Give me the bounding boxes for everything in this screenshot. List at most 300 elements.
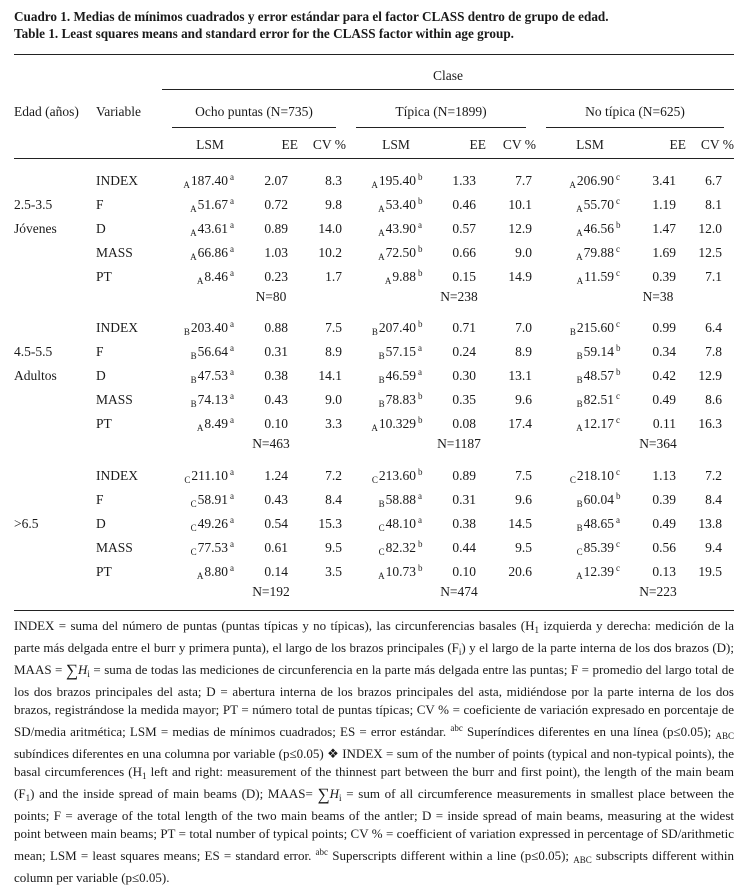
lsm-value: 11.59 [584,268,614,284]
cv-cell: 12.0 [698,220,722,236]
ee-cell: 0.71 [452,320,476,335]
lsm-value: 43.90 [385,220,416,236]
subheader-row [14,132,734,159]
variable-cell: D [96,515,106,531]
lsm-value: 77.53 [197,539,228,555]
cv-cell: 13.1 [508,368,532,383]
lsm-cell [346,464,432,488]
cv-cell: 8.6 [705,392,722,407]
subcol-header-ee: EE [469,136,486,152]
ee-cell: 1.19 [652,196,676,212]
lsm-cell [536,241,630,265]
age-group-cell [14,265,96,289]
table-row [14,488,734,512]
cv-cell: 7.0 [515,320,532,335]
variable-cell: F [96,491,104,507]
footnote-text: left and right: measurement of the thinnest part between the burr and first point), the length of the main beam (F [14,764,734,801]
lsm-value: 211.10 [191,467,228,483]
column-subscript: A [576,227,583,238]
column-subscript: A [576,423,583,433]
lsm-cell [536,340,630,364]
spacer [96,584,162,601]
lsm-cell [346,512,432,536]
lsm-cell [162,193,244,217]
cv-cell: 9.6 [515,491,532,507]
footnote-superscript: abc [315,847,329,857]
lsm-value: 48.10 [385,515,416,531]
lsm-cell [536,193,630,217]
ee-cell: 0.61 [264,539,288,555]
lsm-cell [536,464,630,488]
sample-size: N=1187 [437,436,481,452]
lsm-value: 207.40 [378,320,416,335]
lsm-cell [536,316,630,340]
n-row [14,289,734,306]
lsm-cell [346,217,432,241]
age-group-cell [14,464,96,488]
spacer [346,584,432,601]
cv-cell: 10.2 [318,244,342,260]
column-subscript: C [569,474,576,485]
column-subscript: A [190,227,197,238]
footnote-subscript: 1 [25,793,31,803]
line-superscript: c [616,267,620,278]
column-subscript: A [576,275,584,286]
ee-cell: 0.56 [652,539,676,555]
age-group-cell [14,388,96,412]
lsm-value: 218.10 [576,467,614,483]
lsm-value: 46.59 [385,368,416,383]
ee-cell: 2.07 [264,172,288,188]
lsm-cell [162,340,244,364]
column-subscript: A [378,251,385,262]
line-superscript: b [616,490,621,501]
lsm-value: 195.40 [378,172,416,188]
ee-cell: 0.49 [652,392,676,407]
subcol-header-cv: CV % [700,136,734,152]
column-subscript: C [190,522,197,533]
column-subscript: A [378,570,385,581]
cv-cell: 16.3 [698,416,722,431]
class-header-no-tipica: No típica (N=625) [585,103,685,119]
line-superscript: b [418,415,423,425]
line-superscript: a [616,514,620,525]
ee-cell: 0.08 [452,416,476,431]
spacer [486,289,536,306]
table-row [14,412,734,436]
age-group-cell [14,536,96,560]
spacer [686,436,734,453]
spacer [536,436,630,453]
spacer [14,600,734,611]
cv-cell: 7.8 [705,344,722,359]
variable-cell: INDEX [96,320,138,335]
ee-cell: 0.31 [452,491,476,507]
table-row [14,265,734,289]
ee-cell: 0.35 [452,392,476,407]
footnote-superscript: abc [450,723,463,733]
lsm-value: 58.91 [197,491,228,507]
ee-cell: 0.10 [264,416,288,431]
ee-cell: 0.42 [652,368,676,383]
column-subscript: B [371,327,378,337]
line-superscript: b [616,343,621,353]
footnote-subscript: 1 [534,625,539,635]
line-superscript: c [616,562,620,573]
line-superscript: a [230,267,234,278]
lsm-value: 78.83 [385,392,416,407]
ee-cell: 0.88 [264,320,288,335]
ee-cell: 0.24 [452,344,476,359]
column-subscript: B [576,399,583,409]
lsm-cell [346,169,432,193]
lsm-value: 10.329 [378,416,416,431]
spacer [298,289,346,306]
line-superscript: c [616,171,620,182]
column-subscript: B [378,351,385,361]
lsm-value: 51.67 [197,196,228,212]
variable-cell: F [96,344,104,359]
spacer [686,584,734,601]
lsm-cell [162,536,244,560]
cv-cell: 7.2 [325,467,342,483]
variable-cell: INDEX [96,172,138,188]
spacer [162,289,244,306]
cv-cell: 6.4 [705,320,722,335]
spacer [96,289,162,306]
variable-cell: INDEX [96,467,138,483]
lsm-cell [346,340,432,364]
lsm-value: 10.73 [385,563,416,579]
lsm-value: 43.61 [197,220,228,236]
column-subscript: A [576,251,583,262]
ee-cell: 0.10 [452,563,476,579]
lsm-value: 8.46 [204,268,228,284]
lsm-value: 206.90 [576,172,614,188]
table-row [14,169,734,193]
line-superscript: a [230,415,234,425]
cv-cell: 13.8 [698,515,722,531]
column-subscript: B [378,375,385,385]
lsm-value: 58.88 [385,491,416,507]
cv-cell: 9.5 [325,539,342,555]
lsm-cell [162,265,244,289]
column-subscript: A [384,275,392,286]
ee-cell: 0.38 [264,368,288,383]
header-edad: Edad (años) [14,103,79,119]
ee-cell: 0.13 [652,563,676,579]
column-subscript: B [378,498,385,509]
sample-size: N=192 [252,583,290,599]
footnote-subscript: 1 [142,771,147,781]
line-superscript: b [418,391,423,401]
cv-cell: 7.7 [515,172,532,188]
footnote [14,617,734,887]
line-superscript: a [418,490,422,501]
cv-cell: 14.1 [318,368,342,383]
line-superscript: b [418,243,423,254]
lsm-cell [162,412,244,436]
lsm-value: 66.86 [197,244,228,260]
lsm-cell [162,488,244,512]
ee-cell: 1.33 [452,172,476,188]
column-subscript: C [190,546,197,557]
variable-cell: PT [96,416,112,431]
subcol-header-lsm: LSM [196,136,224,152]
column-subscript: C [190,498,197,509]
variable-cell: MASS [96,539,133,555]
table-row [14,364,734,388]
class-header-tipica: Típica (N=1899) [395,103,487,119]
cv-cell: 14.5 [508,515,532,531]
line-superscript: c [616,415,620,425]
table-row [14,464,734,488]
cv-cell: 9.0 [515,244,532,260]
lsm-cell [162,560,244,584]
spacer [486,584,536,601]
ee-cell: 0.43 [264,392,288,407]
cv-cell: 7.5 [515,467,532,483]
line-superscript: c [616,538,620,549]
spacer [346,289,432,306]
line-superscript: a [230,367,234,377]
spacer [486,436,536,453]
ee-cell: 0.44 [452,539,476,555]
ee-cell: 1.13 [652,467,676,483]
lsm-value: 59.14 [583,344,614,359]
age-group-cell [14,241,96,265]
line-superscript: a [230,319,234,329]
table-row [14,193,734,217]
table-row [14,536,734,560]
table-row [14,388,734,412]
footnote-subscript: ABC [573,855,592,865]
variable-cell: F [96,196,104,212]
footnote-subscript: ABC [715,731,734,741]
ee-cell: 0.49 [652,515,676,531]
ee-cell: 0.38 [452,515,476,531]
footnote-text: subíndices diferentes en una columna por variable (p≤0.05) ❖ INDEX = sum of the number of points (typical and non-typical points), the basal circumferences (H [14,746,734,779]
cv-cell: 9.5 [515,539,532,555]
lsm-value: 82.51 [583,392,614,407]
spacer [346,436,432,453]
lsm-cell [162,217,244,241]
lsm-cell [346,193,432,217]
cv-cell: 9.0 [325,392,342,407]
lsm-value: 56.64 [197,344,228,359]
variable-cell: D [96,220,106,236]
ee-cell: 0.72 [264,196,288,212]
lsm-value: 60.04 [583,491,614,507]
age-group-cell [14,316,96,340]
column-subscript: A [371,179,378,190]
cv-cell: 14.9 [508,268,532,284]
lsm-value: 9.88 [392,268,416,284]
column-subscript: A [378,203,385,214]
cv-cell: 10.1 [508,196,532,212]
lsm-value: 46.56 [583,220,614,236]
spacer [162,584,244,601]
spacer [298,436,346,453]
subcol-header-ee: EE [281,136,298,152]
lsm-cell [536,560,630,584]
table-body [14,169,734,611]
cv-cell: 20.6 [508,563,532,579]
line-superscript: c [616,243,620,254]
caption-en: Table 1. Least squares means and standard error for the CLASS factor within age group. [14,26,514,41]
spacer [162,436,244,453]
footnote-italic: H [329,786,340,801]
variable-cell: PT [96,268,112,284]
column-subscript: A [196,423,204,433]
footnote-subscript: i [339,793,342,803]
sample-size: N=238 [440,288,478,304]
subcol-header-lsm: LSM [382,136,410,152]
column-subscript: A [190,203,197,214]
lsm-value: 47.53 [197,368,228,383]
sample-size: N=80 [255,288,287,304]
ee-cell: 1.24 [264,467,288,483]
lsm-cell [162,316,244,340]
column-subscript: B [576,375,583,385]
cv-cell: 6.7 [705,172,722,188]
line-superscript: a [230,538,234,549]
ee-cell: 0.43 [264,491,288,507]
cv-cell: 12.5 [698,244,722,260]
header-variable: Variable [96,103,141,119]
age-group-cell [14,488,96,512]
summation-symbol: ∑ [317,785,330,804]
lsm-cell [162,241,244,265]
cv-cell: 8.1 [705,196,722,212]
variable-cell: PT [96,563,112,579]
ee-cell: 0.23 [264,268,288,284]
cv-cell: 3.3 [325,416,342,431]
lsm-value: 82.32 [385,539,416,555]
ee-cell: 0.31 [264,344,288,359]
group-gap [14,453,734,464]
lsm-cell [536,512,630,536]
line-superscript: a [230,562,234,573]
column-subscript: B [569,327,576,337]
lsm-cell [346,241,432,265]
ee-cell: 0.46 [452,196,476,212]
subcol-header-ee: EE [669,136,686,152]
cv-cell: 12.9 [508,220,532,236]
column-subscript: A [196,275,204,286]
ee-cell: 0.89 [264,220,288,236]
column-subscript: A [569,179,576,190]
age-group-cell [14,412,96,436]
lsm-cell [536,217,630,241]
line-superscript: c [616,319,620,329]
sample-size: N=38 [642,288,674,304]
cv-cell: 8.4 [325,491,342,507]
column-subscript: B [190,351,197,361]
ee-cell: 0.15 [452,268,476,284]
lsm-cell [162,388,244,412]
line-superscript: a [230,391,234,401]
sample-size: N=463 [252,436,290,452]
ee-cell: 3.41 [652,172,676,188]
ee-cell: 0.39 [652,491,676,507]
line-superscript: b [418,267,423,278]
lsm-cell [346,412,432,436]
spacer [96,436,162,453]
line-superscript: b [418,466,423,477]
footnote-text: = suma de todas las mediciones de circunferencia en la parte más delgada entre las puntas; F = promedio del largo total de los dos brazos principales del asta; D = abertura interna de los brazos principales del asta, midiéndose por la parte interna de los dos brazos, registrándose la medida mayor; PT = número total de puntas típicas; CV % = coeficiente de variación expresado en porcentaje de SD/media aritmética; LSM = medias de mínimos cuadrados; ES = error estándar. [14,662,734,739]
lsm-value: 53.40 [385,196,416,212]
line-superscript: c [616,391,620,401]
lsm-value: 79.88 [583,244,614,260]
spacer [14,289,96,306]
column-subscript: B [190,399,197,409]
column-subscript: B [576,522,583,533]
sample-size: N=364 [639,436,677,452]
line-superscript: b [616,367,621,377]
column-subscript: C [184,474,191,485]
column-subscript: C [371,474,378,485]
lsm-cell [536,488,630,512]
footnote-text: ) and the inside spread of main beams (D); MAAS= [30,786,318,801]
column-subscript: A [196,570,204,581]
cv-cell: 9.8 [325,196,342,212]
table-bottom-rule [14,600,734,611]
column-subscript: A [576,203,583,214]
n-row [14,436,734,453]
age-group-cell: 4.5-5.5 [14,344,53,359]
cv-cell: 9.6 [515,392,532,407]
age-group-cell: Jóvenes [14,220,57,236]
lsm-cell [536,536,630,560]
column-subscript: C [576,546,583,557]
caption-es: Cuadro 1. Medias de mínimos cuadrados y error estándar para el factor CLASS dentro de grupo de edad. [14,9,609,24]
line-superscript: a [418,343,422,353]
footnote-subscript: i [458,647,462,657]
cv-cell: 19.5 [698,563,722,579]
ee-cell: 0.66 [452,244,476,260]
lsm-value: 48.65 [583,515,614,531]
cv-cell: 7.5 [325,320,342,335]
cv-cell: 8.3 [325,172,342,188]
spacer [14,436,96,453]
lsm-value: 85.39 [583,539,614,555]
cv-cell: 7.2 [705,467,722,483]
footnote-text: subscripts different within column per variable (p≤0.05). [14,848,734,885]
ee-cell: 0.99 [652,320,676,335]
column-subscript: B [378,399,385,409]
spacer [536,289,630,306]
footnote-text: = sum of all circumference measurements in smallest place between the points; F = average of the total length of the two main beams of the antler; D = inside spread of main beams, measuring at the widest point between main beams; PT = total number of typical points; CV % = coefficient of variation expressed in percentage of SD/arithmetic mean; LSM = least squares means; ES = standard error. [14,786,734,863]
lsm-value: 203.40 [190,320,228,335]
line-superscript: b [616,219,621,230]
lsm-cell [162,364,244,388]
lsm-value: 12.17 [583,416,614,431]
ee-cell: 0.34 [652,344,676,359]
lsm-value: 12.39 [583,563,614,579]
line-superscript: a [418,514,422,525]
age-group-cell: Adultos [14,368,57,383]
lsm-cell [536,169,630,193]
lsm-cell [536,412,630,436]
column-subscript: A [576,570,583,581]
line-superscript: a [230,243,234,254]
line-superscript: a [230,466,234,477]
cv-cell: 12.9 [698,368,722,383]
column-subscript: A [378,227,385,238]
spacer [298,584,346,601]
line-superscript: b [418,538,423,549]
